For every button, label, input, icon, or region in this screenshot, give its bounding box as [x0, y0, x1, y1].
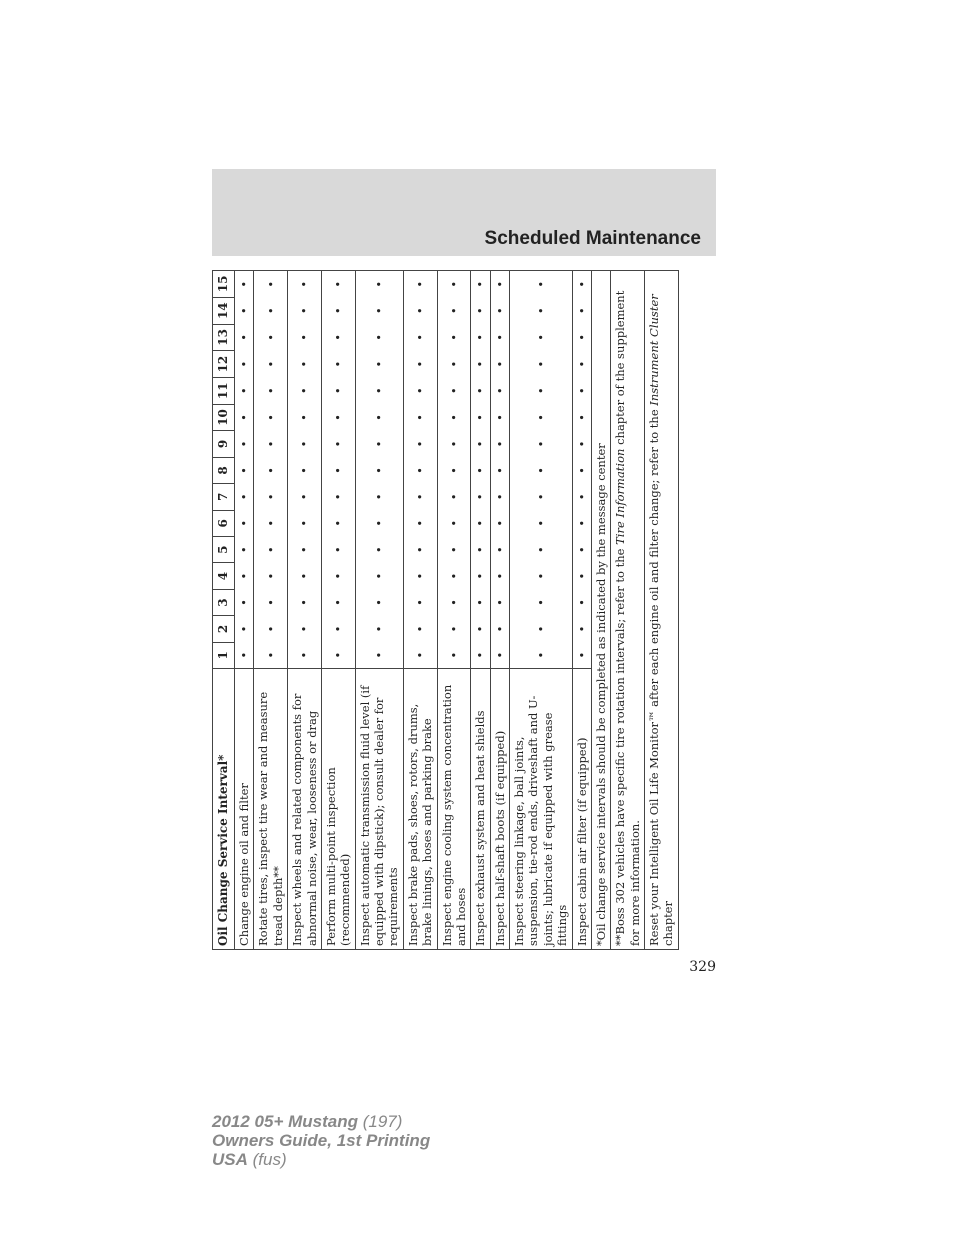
service-mark: • — [355, 536, 403, 562]
service-mark: • — [572, 271, 591, 298]
service-mark: • — [510, 377, 573, 404]
footnote-text: Instrument Cluster — [647, 294, 661, 406]
service-mark: • — [437, 297, 471, 324]
footer-model: 2012 05+ Mustang — [212, 1112, 358, 1131]
service-mark: • — [471, 642, 490, 668]
table-row — [321, 271, 355, 950]
table-header-row — [213, 271, 235, 950]
service-mark: • — [403, 297, 437, 324]
service-mark: • — [490, 431, 509, 457]
service-mark: • — [254, 563, 288, 589]
service-mark: • — [254, 297, 288, 324]
service-mark: • — [510, 271, 573, 298]
task-description: Inspect brake pads, shoes, rotors, drums, brake linings, hoses and parking brake — [403, 669, 437, 950]
service-mark: • — [510, 404, 573, 431]
service-mark: • — [403, 404, 437, 431]
interval-number-header: 6 — [213, 510, 235, 536]
service-mark: • — [437, 431, 471, 457]
service-mark: • — [510, 484, 573, 510]
footnote-row — [591, 271, 610, 950]
service-mark: • — [510, 536, 573, 562]
service-mark: • — [471, 484, 490, 510]
service-mark: • — [235, 616, 254, 642]
service-mark: • — [288, 642, 322, 668]
service-mark: • — [321, 510, 355, 536]
service-mark: • — [437, 457, 471, 483]
footnote-row — [645, 271, 679, 950]
footer-region-code: (fus) — [247, 1150, 287, 1169]
service-mark: • — [288, 536, 322, 562]
service-mark: • — [572, 457, 591, 483]
interval-number-header: 7 — [213, 484, 235, 510]
task-description: Inspect steering linkage, ball joints, suspension, tie-rod ends, driveshaft and U-joints; lubricate if equipped with grease fittings — [510, 669, 573, 950]
service-mark: • — [254, 589, 288, 615]
footer-guide: Owners Guide, 1st Printing — [212, 1131, 431, 1150]
service-mark: • — [510, 431, 573, 457]
service-mark: • — [471, 324, 490, 351]
service-mark: • — [403, 589, 437, 615]
maintenance-schedule-table — [212, 270, 679, 950]
task-description: Perform multi-point inspection (recommended) — [321, 669, 355, 950]
footer-region: USA — [212, 1150, 248, 1169]
service-mark: • — [437, 563, 471, 589]
section-header-band — [212, 169, 716, 256]
service-mark: • — [471, 377, 490, 404]
service-mark: • — [321, 536, 355, 562]
service-mark: • — [437, 271, 471, 298]
service-mark: • — [490, 536, 509, 562]
service-mark: • — [490, 404, 509, 431]
table-row — [490, 271, 509, 950]
service-mark: • — [437, 324, 471, 351]
service-mark: • — [235, 431, 254, 457]
service-mark: • — [355, 404, 403, 431]
service-mark: • — [490, 642, 509, 668]
service-mark: • — [254, 642, 288, 668]
service-mark: • — [572, 431, 591, 457]
service-mark: • — [572, 642, 591, 668]
service-mark: • — [321, 297, 355, 324]
service-mark: • — [355, 271, 403, 298]
footnote-row — [611, 271, 645, 950]
service-mark: • — [288, 404, 322, 431]
service-mark: • — [490, 589, 509, 615]
table-row — [510, 271, 573, 950]
service-mark: • — [437, 642, 471, 668]
service-mark: • — [437, 589, 471, 615]
service-mark: • — [355, 616, 403, 642]
interval-number-header: 10 — [213, 404, 235, 431]
service-mark: • — [471, 271, 490, 298]
interval-number-header: 14 — [213, 297, 235, 324]
task-description: Inspect automatic transmission fluid level (if equipped with dipstick); consult dealer for requirements — [355, 669, 403, 950]
service-mark: • — [235, 536, 254, 562]
service-mark: • — [471, 536, 490, 562]
service-mark: • — [471, 616, 490, 642]
page-number: 329 — [689, 959, 716, 975]
table-row — [355, 271, 403, 950]
service-mark: • — [510, 642, 573, 668]
service-mark: • — [403, 563, 437, 589]
service-mark: • — [235, 642, 254, 668]
service-mark: • — [321, 457, 355, 483]
service-mark: • — [490, 324, 509, 351]
service-mark: • — [572, 377, 591, 404]
interval-number-header: 8 — [213, 457, 235, 483]
service-mark: • — [288, 484, 322, 510]
service-mark: • — [471, 457, 490, 483]
service-mark: • — [572, 351, 591, 378]
service-mark: • — [490, 457, 509, 483]
service-mark: • — [321, 351, 355, 378]
service-mark: • — [403, 484, 437, 510]
task-description: Inspect cabin air filter (if equipped) — [572, 669, 591, 950]
footnote-text: Reset your Intelligent Oil Life Monitor™ after each engine oil and filter change; refer to the — [647, 405, 661, 946]
interval-header: Oil Change Service Interval* — [213, 669, 235, 950]
service-mark: • — [510, 297, 573, 324]
service-mark: • — [288, 563, 322, 589]
service-mark: • — [355, 642, 403, 668]
service-mark: • — [235, 484, 254, 510]
service-mark: • — [321, 563, 355, 589]
table-row — [254, 271, 288, 950]
interval-number-header: 3 — [213, 589, 235, 615]
service-mark: • — [490, 510, 509, 536]
service-mark: • — [403, 536, 437, 562]
service-mark: • — [437, 484, 471, 510]
service-mark: • — [471, 563, 490, 589]
service-mark: • — [572, 510, 591, 536]
service-mark: • — [437, 536, 471, 562]
service-mark: • — [471, 431, 490, 457]
service-mark: • — [235, 324, 254, 351]
service-mark: • — [437, 351, 471, 378]
service-mark: • — [235, 510, 254, 536]
service-mark: • — [572, 297, 591, 324]
footnote-oil-change — [591, 271, 610, 950]
service-mark: • — [403, 271, 437, 298]
interval-number-header: 5 — [213, 536, 235, 562]
service-mark: • — [235, 404, 254, 431]
service-mark: • — [254, 536, 288, 562]
service-mark: • — [355, 510, 403, 536]
service-mark: • — [471, 297, 490, 324]
service-mark: • — [235, 351, 254, 378]
service-mark: • — [490, 377, 509, 404]
footnote-text: chapter of the supplement for more information. — [613, 290, 642, 946]
service-mark: • — [437, 404, 471, 431]
service-mark: • — [471, 510, 490, 536]
interval-number-header: 13 — [213, 324, 235, 351]
service-mark: • — [321, 616, 355, 642]
footnote-text: **Boss 302 vehicles have specific tire rotation intervals; refer to the — [613, 544, 628, 946]
service-mark: • — [510, 457, 573, 483]
service-mark: • — [235, 297, 254, 324]
service-mark: • — [510, 563, 573, 589]
service-mark: • — [254, 457, 288, 483]
service-mark: • — [403, 431, 437, 457]
service-mark: • — [355, 589, 403, 615]
maintenance-table-container — [212, 270, 676, 950]
table-row — [572, 271, 591, 950]
service-mark: • — [490, 297, 509, 324]
service-mark: • — [288, 431, 322, 457]
footnote-oil-life-reset — [645, 271, 679, 950]
service-mark: • — [288, 271, 322, 298]
service-mark: • — [288, 351, 322, 378]
service-mark: • — [321, 484, 355, 510]
interval-number-header: 4 — [213, 563, 235, 589]
service-mark: • — [254, 616, 288, 642]
service-mark: • — [403, 457, 437, 483]
service-mark: • — [572, 616, 591, 642]
service-mark: • — [288, 297, 322, 324]
service-mark: • — [355, 431, 403, 457]
table-row — [471, 271, 490, 950]
footnote-text: *Oil change service intervals should be completed as indicated by the message center — [593, 443, 608, 946]
service-mark: • — [235, 589, 254, 615]
service-mark: • — [490, 616, 509, 642]
service-mark: • — [437, 377, 471, 404]
service-mark: • — [288, 616, 322, 642]
service-mark: • — [288, 510, 322, 536]
service-mark: • — [403, 324, 437, 351]
service-mark: • — [403, 377, 437, 404]
interval-number-header: 1 — [213, 642, 235, 668]
service-mark: • — [403, 510, 437, 536]
service-mark: • — [490, 484, 509, 510]
service-mark: • — [321, 642, 355, 668]
service-mark: • — [355, 377, 403, 404]
table-row — [235, 271, 254, 950]
service-mark: • — [254, 404, 288, 431]
service-mark: • — [235, 271, 254, 298]
section-title: Scheduled Maintenance — [484, 228, 701, 249]
service-mark: • — [288, 324, 322, 351]
service-mark: • — [355, 297, 403, 324]
service-mark: • — [288, 457, 322, 483]
service-mark: • — [572, 484, 591, 510]
task-description: Inspect engine cooling system concentration and hoses — [437, 669, 471, 950]
footnote-boss-302 — [611, 271, 645, 950]
table-row — [437, 271, 471, 950]
service-mark: • — [254, 377, 288, 404]
service-mark: • — [490, 563, 509, 589]
task-description: Inspect half-shaft boots (if equipped) — [490, 669, 509, 950]
service-mark: • — [355, 484, 403, 510]
task-description: Inspect exhaust system and heat shields — [471, 669, 490, 950]
interval-number-header: 15 — [213, 271, 235, 298]
service-mark: • — [235, 457, 254, 483]
task-description: Rotate tires, inspect tire wear and measure tread depth** — [254, 669, 288, 950]
table-body — [235, 271, 679, 950]
service-mark: • — [254, 484, 288, 510]
footnote-text: Tire Information — [613, 448, 628, 545]
service-mark: • — [471, 404, 490, 431]
service-mark: • — [321, 589, 355, 615]
service-mark: • — [572, 324, 591, 351]
service-mark: • — [355, 324, 403, 351]
service-mark: • — [321, 271, 355, 298]
service-mark: • — [471, 589, 490, 615]
service-mark: • — [288, 589, 322, 615]
service-mark: • — [403, 351, 437, 378]
task-description: Inspect wheels and related components for abnormal noise, wear, looseness or drag — [288, 669, 322, 950]
service-mark: • — [254, 351, 288, 378]
service-mark: • — [235, 563, 254, 589]
service-mark: • — [510, 589, 573, 615]
service-mark: • — [510, 351, 573, 378]
service-mark: • — [235, 377, 254, 404]
service-mark: • — [355, 563, 403, 589]
service-mark: • — [355, 351, 403, 378]
service-mark: • — [254, 431, 288, 457]
table-row — [403, 271, 437, 950]
interval-number-header: 11 — [213, 377, 235, 404]
service-mark: • — [572, 589, 591, 615]
interval-number-header: 12 — [213, 351, 235, 378]
service-mark: • — [471, 351, 490, 378]
service-mark: • — [510, 324, 573, 351]
service-mark: • — [572, 536, 591, 562]
service-mark: • — [403, 642, 437, 668]
service-mark: • — [510, 510, 573, 536]
table-row — [288, 271, 322, 950]
footer-model-code: (197) — [358, 1112, 403, 1131]
service-mark: • — [254, 510, 288, 536]
service-mark: • — [510, 616, 573, 642]
footer — [212, 1112, 430, 1169]
service-mark: • — [254, 271, 288, 298]
service-mark: • — [254, 324, 288, 351]
service-mark: • — [321, 431, 355, 457]
service-mark: • — [572, 404, 591, 431]
service-mark: • — [321, 324, 355, 351]
service-mark: • — [437, 616, 471, 642]
service-mark: • — [490, 271, 509, 298]
interval-number-header: 9 — [213, 431, 235, 457]
task-description: Change engine oil and filter — [235, 669, 254, 950]
service-mark: • — [288, 377, 322, 404]
service-mark: • — [572, 563, 591, 589]
service-mark: • — [437, 510, 471, 536]
service-mark: • — [403, 616, 437, 642]
service-mark: • — [321, 404, 355, 431]
interval-number-header: 2 — [213, 616, 235, 642]
service-mark: • — [355, 457, 403, 483]
footnote-text: chapter — [661, 901, 676, 946]
service-mark: • — [490, 351, 509, 378]
service-mark: • — [321, 377, 355, 404]
